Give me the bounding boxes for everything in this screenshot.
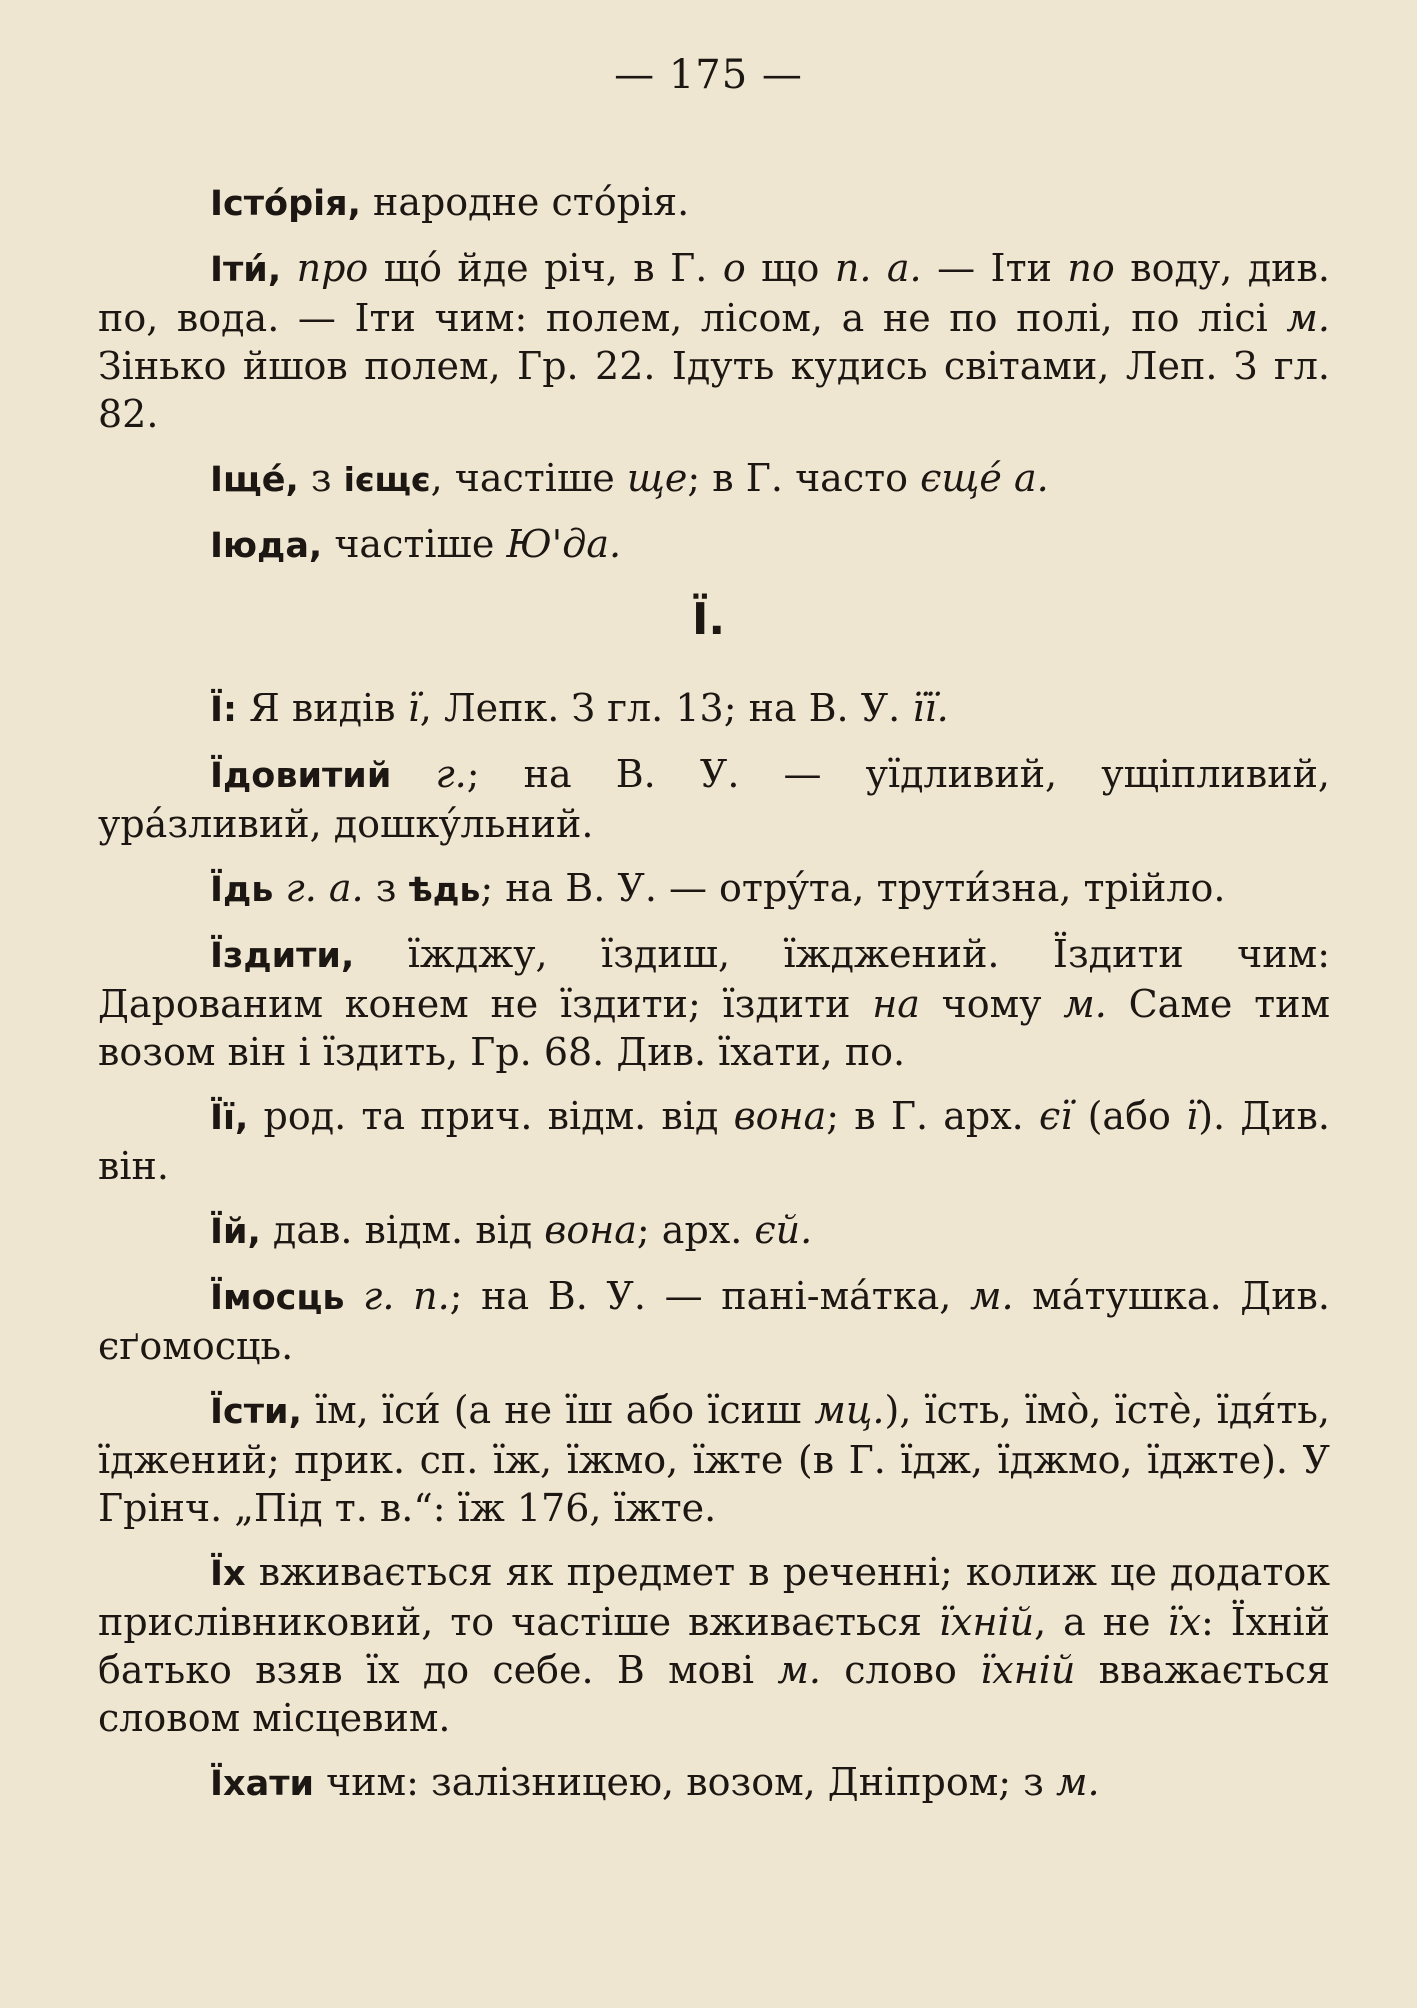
entry-text: щó йде річ, в Г. [368, 246, 723, 290]
entry-text: народне стóрія. [360, 180, 690, 224]
entry-italic-text: вона [733, 1094, 827, 1138]
entry-italic-text: м. [777, 1648, 821, 1692]
entry-text: Я видів [237, 686, 408, 730]
entry-text: їжджу, їздиш, їжджений. Їздити чим: Дарованим конем не їздити; їздити [98, 932, 1330, 1026]
entry-text [281, 246, 296, 290]
page-number: — 175 — [614, 52, 803, 98]
dictionary-entry [98, 1272, 1330, 1370]
entry-text: з [298, 456, 344, 500]
entry-italic-text: ще [626, 456, 688, 500]
entry-italic-text: г. [435, 752, 467, 796]
dictionary-entry [98, 750, 1330, 848]
entry-headword: Іюда, [210, 526, 323, 566]
entry-italic-text: ї [407, 686, 420, 730]
entry-italic-text: м. [969, 1274, 1014, 1318]
entry-text: ; в Г. арх. [826, 1094, 1039, 1138]
entry-text: ; на В. У. — уїдливий, ущіпливий, урáзливий, дошкýльний. [98, 752, 1330, 846]
entry-italic-text: на [872, 982, 920, 1026]
entries-top [98, 178, 1330, 586]
entry-headword: Іти́, [210, 250, 282, 290]
entry-italic-text: її. [912, 686, 949, 730]
entry-italic-text: про [296, 246, 369, 290]
entry-text: ; на В. У. — пані-мáтка, [449, 1274, 970, 1318]
entry-text: з [363, 866, 409, 910]
entry-headword: Їмосць [210, 1278, 345, 1318]
dictionary-entry [98, 1386, 1330, 1532]
entry-text: (або [1072, 1094, 1187, 1138]
entry-headword: Ї: [210, 690, 238, 730]
entry-text: слово [820, 1648, 981, 1692]
entry-italic-text: по [1067, 246, 1115, 290]
entry-italic-text: єщé а. [920, 456, 1049, 500]
entry-text: дав. відм. від [260, 1208, 545, 1252]
dictionary-entry [98, 1092, 1330, 1190]
entry-text: чим: залізницею, возом, Дніпром; з [314, 1760, 1056, 1804]
entry-text: — Іти [921, 246, 1068, 290]
entry-italic-text: м. [1286, 296, 1330, 340]
dictionary-entry [98, 1548, 1330, 1742]
dictionary-entry [98, 244, 1330, 438]
entry-italic-text: Ю'да. [506, 522, 622, 566]
entry-text [391, 752, 435, 796]
entry-italic-text: ї [1186, 1094, 1199, 1138]
entry-headword: Істóрія, [210, 184, 361, 224]
entry-text: ). Див. він. [98, 1094, 1330, 1188]
entry-italic-text: їх [1167, 1600, 1202, 1644]
entry-headword: Їй, [210, 1212, 261, 1252]
entry-text: ; на В. У. — отрýта, трути́зна, трійло. [480, 866, 1226, 910]
entry-text: ; арх. [636, 1208, 755, 1252]
entry-text: : Їхній батько взяв їх до себе. В мові [98, 1600, 1330, 1692]
entry-text: , а не [1034, 1600, 1168, 1644]
entry-old-form: ієщє [343, 460, 431, 499]
entry-italic-text: м. [1055, 1760, 1100, 1804]
entry-headword: Їдовитий [210, 756, 392, 796]
entry-old-form: ѣдь [408, 870, 481, 909]
entry-text: ; в Г. часто [687, 456, 921, 500]
section-letter: Ї. [691, 594, 726, 645]
entry-text: , Лепк. З гл. 13; на В. У. [419, 686, 913, 730]
dictionary-entry [98, 684, 1330, 734]
dictionary-entry [98, 520, 1330, 570]
entry-text: їм, їси́ (а не їш або їсиш [301, 1388, 815, 1432]
entry-italic-text: мц. [814, 1388, 885, 1432]
entry-italic-text: їхній [980, 1648, 1076, 1692]
entry-text: воду, див. по, вода. — Іти чим: полем, лісом, а не по полі, по лісі [98, 246, 1330, 340]
dictionary-entry [98, 864, 1330, 914]
entry-text [273, 866, 285, 910]
entry-text [345, 1274, 364, 1318]
entry-italic-text: єї [1038, 1094, 1073, 1138]
entry-italic-text: їхній [938, 1600, 1035, 1644]
entry-text: Зінько йшов полем, Гр. 22. Ідуть кудись світами, Леп. З гл. 82. [98, 344, 1330, 436]
dictionary-entry [98, 178, 1330, 228]
entry-text: ), їсть, їмò, їстè, їдя́ть, їджений; прик. сп. їж, їжмо, їжте (в Г. їдж, їджмо, їджте). У Грінч. „Під т. в.“: їж 176, їжте. [98, 1388, 1330, 1530]
entry-headword: Їсти, [210, 1392, 302, 1432]
dictionary-entry [98, 1758, 1330, 1808]
entry-text: , частіше [430, 456, 627, 500]
entry-headword: Їх [210, 1554, 246, 1594]
entry-italic-text: о [722, 246, 746, 290]
dictionary-entry [98, 1206, 1330, 1256]
dictionary-entry [98, 454, 1330, 504]
entry-italic-text: п. а. [834, 246, 922, 290]
entry-headword: Їхати [210, 1764, 315, 1804]
entry-italic-text: єй. [754, 1208, 813, 1252]
entry-italic-text: г. п. [363, 1274, 450, 1318]
entry-italic-text: вона [544, 1208, 637, 1252]
entry-headword: Іщé, [210, 460, 299, 500]
entry-headword: Їдь [210, 870, 274, 910]
entries-bottom [98, 684, 1330, 1824]
entry-italic-text: г. а. [285, 866, 364, 910]
entry-text: чому [919, 982, 1064, 1026]
entry-text: Саме тим возом він і їздить, Гр. 68. Див. їхати, по. [98, 982, 1331, 1074]
entry-text: вважається словом місцевим. [98, 1648, 1330, 1740]
entry-headword: Її, [210, 1098, 249, 1138]
entry-text: вживається як предмет в реченні; колиж це додаток прислівниковий, то частіше вживається [98, 1550, 1330, 1644]
dictionary-entry [98, 930, 1330, 1076]
entry-italic-text: м. [1063, 982, 1107, 1026]
entry-text: мáтушка. Див. єґомосць. [98, 1274, 1330, 1368]
entry-text: що [745, 246, 835, 290]
entry-headword: Їздити, [210, 936, 355, 976]
entry-text: частіше [322, 522, 507, 566]
entry-text: род. та прич. відм. від [248, 1094, 734, 1138]
